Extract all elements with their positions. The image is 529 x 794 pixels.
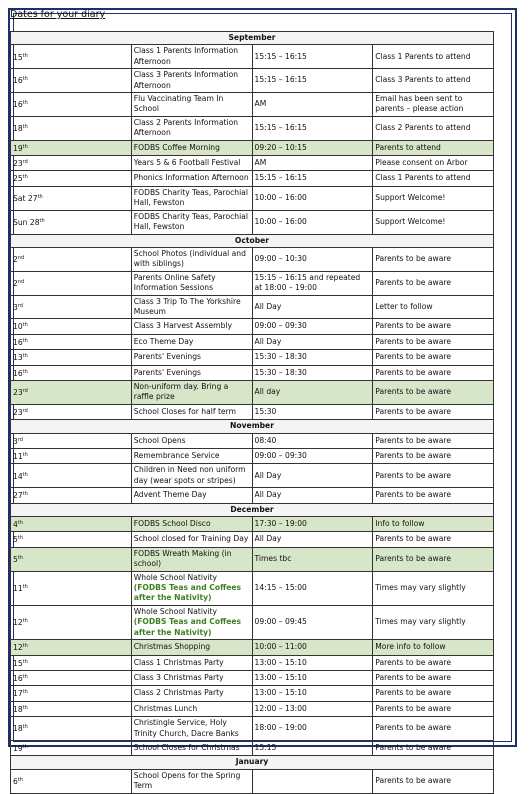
month-header: December (11, 503, 494, 516)
event-cell (131, 605, 252, 639)
time-cell: 15:15 – 16:15 (252, 45, 373, 69)
table-row (11, 350, 494, 365)
note-cell: Parents to be aware (373, 271, 494, 295)
date-cell: 27th (11, 488, 132, 503)
date-cell: 25th (11, 171, 132, 186)
page-title: Dates for your diary (10, 9, 106, 20)
event-subtext: (FODBS Teas and Coffees after the Nativity) (133, 583, 242, 603)
time-cell: All Day (252, 295, 373, 319)
event-cell (131, 769, 252, 793)
event-text: Whole School Nativity (133, 606, 218, 616)
event-cell (131, 655, 252, 670)
event-cell (131, 171, 252, 186)
table-row (11, 686, 494, 701)
time-cell: 17:30 – 19:00 (252, 517, 373, 532)
table-row (11, 655, 494, 670)
table-row (11, 717, 494, 741)
event-text: FODBS Charity Teas, Parochial Hall, Fewston (133, 211, 248, 232)
note-cell: Parents to be aware (373, 547, 494, 571)
event-cell (131, 247, 252, 271)
table-row (11, 701, 494, 716)
time-cell: 10:00 – 11:00 (252, 640, 373, 655)
event-cell (131, 350, 252, 365)
time-cell: AM (252, 93, 373, 117)
date-cell: 23rd (11, 156, 132, 171)
table-row (11, 740, 494, 755)
event-text: FODBS Charity Teas, Parochial Hall, Fewston (133, 187, 248, 208)
date-cell: 18th (11, 116, 132, 140)
event-text: Class 3 Harvest Assembly (133, 321, 232, 331)
date-cell: 23rd (11, 404, 132, 419)
time-cell: 15:15 – 16:15 (252, 171, 373, 186)
event-text: Advent Theme Day (133, 490, 207, 500)
date-cell: 19th (11, 140, 132, 155)
event-cell (131, 517, 252, 532)
date-cell: 17th (11, 686, 132, 701)
event-text: Parents' Evenings (133, 352, 201, 362)
date-cell: 4th (11, 517, 132, 532)
note-cell: Class 1 Parents to attend (373, 171, 494, 186)
date-cell: 14th (11, 464, 132, 488)
note-cell: Times may vary slightly (373, 571, 494, 605)
event-text: School Closes for half term (133, 406, 236, 416)
note-cell: Parents to be aware (373, 247, 494, 271)
note-cell: Parents to be aware (373, 334, 494, 349)
time-cell: 10:00 – 16:00 (252, 210, 373, 234)
date-cell: 16th (11, 93, 132, 117)
time-cell: 18:00 – 19:00 (252, 717, 373, 741)
table-row (11, 404, 494, 419)
event-text: Whole School Nativity (133, 572, 218, 582)
event-cell (131, 93, 252, 117)
time-cell: AM (252, 156, 373, 171)
time-cell: 15:30 – 18:30 (252, 350, 373, 365)
event-cell (131, 156, 252, 171)
note-cell: Times may vary slightly (373, 605, 494, 639)
note-cell: Parents to be aware (373, 686, 494, 701)
date-cell: 12th (11, 605, 132, 639)
table-row (11, 571, 494, 605)
time-cell: 15:15 – 16:15 (252, 116, 373, 140)
event-cell (131, 532, 252, 547)
note-cell: Parents to be aware (373, 717, 494, 741)
event-text: Class 1 Christmas Party (133, 657, 224, 667)
event-text: FODBS Wreath Making (in school) (133, 548, 232, 569)
month-header-row (11, 32, 494, 45)
event-text: Children in Need non uniform day (wear spots or stripes) (133, 465, 246, 485)
time-cell: 15:15 (252, 740, 373, 755)
table-row (11, 640, 494, 655)
event-text: Class 2 Parents Information Afternoon (133, 117, 239, 138)
time-cell: 15:15 – 16:15 (252, 69, 373, 93)
date-cell: 16th (11, 365, 132, 380)
date-cell: 16th (11, 334, 132, 349)
time-cell: All day (252, 380, 373, 404)
note-cell: Class 2 Parents to attend (373, 116, 494, 140)
event-text: Class 3 Parents Information Afternoon (133, 70, 239, 90)
event-subtext: (FODBS Teas and Coffees after the Nativity) (133, 617, 242, 637)
note-cell: More info to follow (373, 640, 494, 655)
event-text: School Photos (individual and with siblings) (133, 248, 246, 269)
event-text: Years 5 & 6 Football Festival (133, 158, 241, 168)
table-row (11, 517, 494, 532)
event-text: Phonics Information Afternoon (133, 173, 249, 183)
time-cell: 15:30 – 18:30 (252, 365, 373, 380)
event-cell (131, 670, 252, 685)
event-text: Remembrance Service (133, 451, 220, 460)
event-text: Parents' Evenings (133, 367, 201, 377)
time-cell: 14:15 – 15:00 (252, 571, 373, 605)
note-cell: Parents to be aware (373, 488, 494, 503)
table-row (11, 464, 494, 488)
time-cell: All Day (252, 464, 373, 488)
event-cell (131, 334, 252, 349)
note-cell: Letter to follow (373, 295, 494, 319)
date-cell: 11th (11, 571, 132, 605)
diary-table-body (11, 32, 494, 794)
date-cell: 12th (11, 640, 132, 655)
event-cell (131, 319, 252, 334)
note-cell: Parents to be aware (373, 380, 494, 404)
date-cell: 5th (11, 532, 132, 547)
date-cell: 10th (11, 319, 132, 334)
note-cell: Parents to be aware (373, 365, 494, 380)
event-cell (131, 449, 252, 464)
event-cell (131, 571, 252, 605)
event-cell (131, 640, 252, 655)
date-cell: 2nd (11, 271, 132, 295)
date-cell: 19th (11, 740, 132, 755)
date-cell: 11th (11, 449, 132, 464)
date-cell: 18th (11, 717, 132, 741)
event-cell (131, 404, 252, 419)
event-cell (131, 295, 252, 319)
date-cell: 5th (11, 547, 132, 571)
event-text: Flu Vaccinating Team In School (133, 94, 224, 114)
note-cell: Parents to be aware (373, 769, 494, 793)
time-cell: 09:20 – 10:15 (252, 140, 373, 155)
month-header-row (11, 503, 494, 516)
time-cell: All Day (252, 334, 373, 349)
event-text: School Opens (133, 435, 186, 445)
date-cell: 15th (11, 45, 132, 69)
month-header: November (11, 420, 494, 433)
table-row (11, 769, 494, 793)
table-row (11, 380, 494, 404)
note-cell: Info to follow (373, 517, 494, 532)
event-text: Parents Online Safety Information Sessions (133, 272, 216, 293)
date-cell: 16th (11, 670, 132, 685)
table-row (11, 156, 494, 171)
table-row (11, 365, 494, 380)
table-row (11, 45, 494, 69)
table-row (11, 93, 494, 117)
note-cell: Parents to be aware (373, 449, 494, 464)
time-cell: 09:00 – 09:45 (252, 605, 373, 639)
time-cell: 13:00 – 15:10 (252, 686, 373, 701)
table-row (11, 670, 494, 685)
month-header-row (11, 756, 494, 769)
table-row (11, 433, 494, 448)
note-cell: Parents to be aware (373, 655, 494, 670)
time-cell: 15:30 (252, 404, 373, 419)
note-cell: Parents to be aware (373, 404, 494, 419)
event-text: School closed for Training Day (133, 534, 249, 544)
month-header: January (11, 756, 494, 769)
table-row (11, 605, 494, 639)
note-cell: Parents to be aware (373, 464, 494, 488)
date-cell: 15th (11, 655, 132, 670)
table-row (11, 69, 494, 93)
date-cell: 16th (11, 69, 132, 93)
time-cell: 12:00 – 13:00 (252, 701, 373, 716)
note-cell: Support Welcome! (373, 210, 494, 234)
time-cell: 09:00 – 09:30 (252, 449, 373, 464)
event-text: FODBS School Disco (133, 519, 211, 529)
date-cell: Sat 27th (11, 186, 132, 210)
note-cell: Parents to be aware (373, 701, 494, 716)
time-cell: 10:00 – 16:00 (252, 186, 373, 210)
note-cell: Parents to attend (373, 140, 494, 155)
month-header-row (11, 234, 494, 247)
event-cell (131, 433, 252, 448)
note-cell: Parents to be aware (373, 532, 494, 547)
month-header-row (11, 420, 494, 433)
note-cell: Email has been sent to parents – please action (373, 93, 494, 117)
event-cell (131, 740, 252, 755)
event-text: School Closes for Christmas (133, 742, 240, 752)
note-cell: Support Welcome! (373, 186, 494, 210)
event-text: Christmas Shopping (133, 642, 211, 652)
date-cell: 3rd (11, 433, 132, 448)
table-row (11, 140, 494, 155)
note-cell: Class 1 Parents to attend (373, 45, 494, 69)
note-cell: Parents to be aware (373, 670, 494, 685)
diary-table (10, 31, 494, 794)
time-cell: Times tbc (252, 547, 373, 571)
event-text: Class 1 Parents Information Afternoon (133, 46, 239, 66)
event-cell (131, 140, 252, 155)
event-text: Class 3 Christmas Party (133, 672, 224, 682)
table-row (11, 449, 494, 464)
date-cell: 6th (11, 769, 132, 793)
event-text: School Opens for the Spring Term (133, 770, 241, 791)
table-row (11, 334, 494, 349)
table-row (11, 247, 494, 271)
time-cell: 13:00 – 15:10 (252, 670, 373, 685)
date-cell: 13th (11, 350, 132, 365)
event-text: Eco Theme Day (133, 336, 194, 346)
table-row (11, 210, 494, 234)
time-cell (252, 769, 373, 793)
event-text: FODBS Coffee Morning (133, 142, 220, 152)
event-cell (131, 116, 252, 140)
event-cell (131, 69, 252, 93)
table-row (11, 116, 494, 140)
note-cell: Parents to be aware (373, 319, 494, 334)
date-cell: Sun 28th (11, 210, 132, 234)
time-cell: 13:00 – 15:10 (252, 655, 373, 670)
month-header: October (11, 234, 494, 247)
table-row (11, 319, 494, 334)
time-cell: 09:00 – 10:30 (252, 247, 373, 271)
table-row (11, 295, 494, 319)
note-cell: Please consent on Arbor (373, 156, 494, 171)
table-row (11, 171, 494, 186)
event-cell (131, 365, 252, 380)
date-cell: 18th (11, 701, 132, 716)
event-text: Class 2 Christmas Party (133, 688, 224, 698)
date-cell: 2nd (11, 247, 132, 271)
time-cell: All Day (252, 532, 373, 547)
time-cell: All Day (252, 488, 373, 503)
table-row (11, 532, 494, 547)
table-row (11, 186, 494, 210)
event-cell (131, 686, 252, 701)
table-row (11, 547, 494, 571)
event-cell (131, 464, 252, 488)
note-cell: Parents to be aware (373, 433, 494, 448)
date-cell: 23rd (11, 380, 132, 404)
table-row (11, 488, 494, 503)
event-cell (131, 271, 252, 295)
event-cell (131, 45, 252, 69)
event-cell (131, 488, 252, 503)
note-cell: Parents to be aware (373, 350, 494, 365)
month-header: September (11, 32, 494, 45)
event-text: Christmas Lunch (133, 703, 198, 713)
time-cell: 08:40 (252, 433, 373, 448)
event-cell (131, 380, 252, 404)
time-cell: 09:00 – 09:30 (252, 319, 373, 334)
event-cell (131, 186, 252, 210)
event-text: Class 3 Trip To The Yorkshire Museum (133, 296, 241, 316)
note-cell: Class 3 Parents to attend (373, 69, 494, 93)
time-cell: 15:15 – 16:15 and repeated at 18:00 – 19:00 (252, 271, 373, 295)
event-cell (131, 717, 252, 741)
date-cell: 3rd (11, 295, 132, 319)
event-text: Christingle Service, Holy Trinity Church, Dacre Banks (133, 718, 239, 738)
event-cell (131, 547, 252, 571)
table-row (11, 271, 494, 295)
event-cell (131, 210, 252, 234)
event-cell (131, 701, 252, 716)
event-text: Non-uniform day. Bring a raffle prize (133, 381, 229, 402)
note-cell: Parents to be aware (373, 740, 494, 755)
